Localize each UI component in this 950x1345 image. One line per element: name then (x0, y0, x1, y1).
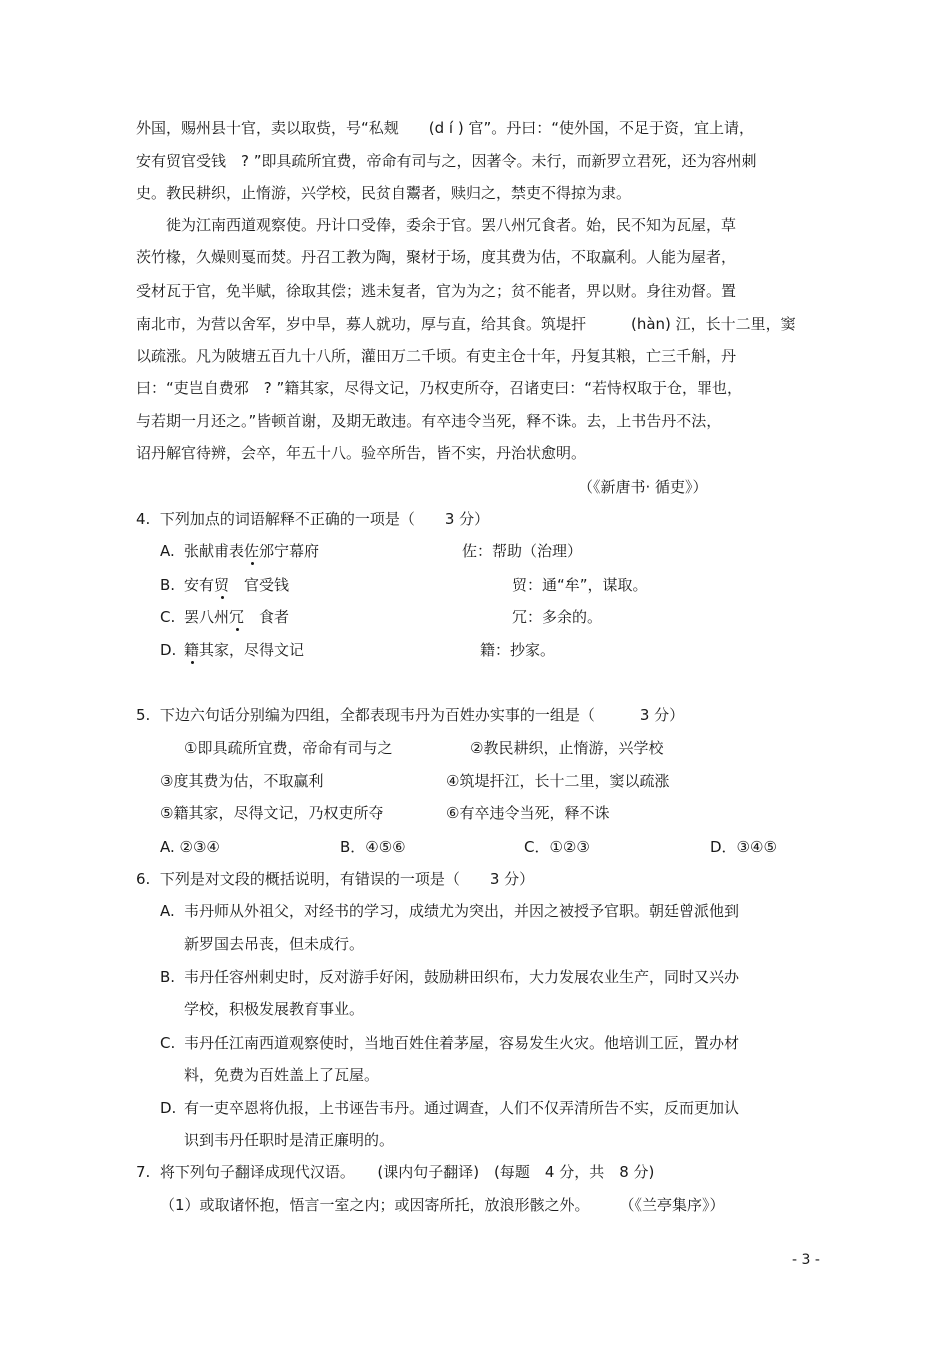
emphasis-dot-word: 冗 (229, 608, 245, 626)
q5-choice-c: C．①②③ (524, 838, 590, 856)
q4-option-a-explanation: 佐：帮助（治理） (462, 542, 583, 560)
question-7-stem: 7. 将下列句子翻译成现代汉语。 (课内句子翻译) (每题 4 分，共 8 分) (136, 1163, 655, 1181)
passage-line: 安有贸官受钱 ? ”即具疏所宜费，帝命有司与之，因著令。未行，而新罗立君死，还为容州刺 (136, 152, 757, 170)
q5-item: ⑥有卒违令当死，释不诛 (446, 804, 610, 822)
q4-option-a-text: 张献甫表佐邠宁幕府 (184, 542, 320, 560)
passage-line: 徙为江南西道观察使。丹计口受俸，委余于官。罢八州冗食者。始，民不知为瓦屋，草 (136, 216, 737, 234)
q4-option-d-explanation: 籍：抄家。 (480, 641, 556, 659)
question-4-stem: 4. 下列加点的词语解释不正确的一项是（ 3 分） (136, 510, 490, 528)
q6-option-a-line2: 新罗国去吊丧，但未成行。 (184, 935, 365, 953)
passage-line: 与若期一月还之。”皆顿首谢，及期无敢违。有卒违令当死，释不诛。去，上书告丹不法， (136, 412, 722, 430)
q6-option-d-line1: 有一吏卒恩将仇报，上书诬告韦丹。通过调查，人们不仅弄清所告不实，反而更加认 (184, 1099, 740, 1117)
q4-option-b-text: 安有贸 官受钱 (184, 576, 290, 594)
q5-choice-b: B．④⑤⑥ (340, 838, 406, 856)
passage-line: 诏丹解官待辨，会卒，年五十八。验卒所告，皆不实，丹治状愈明。 (136, 444, 587, 462)
q4-option-d-label: D. (160, 641, 177, 659)
q5-choice-a: A. ②③④ (160, 838, 220, 856)
q7-item-1: （1）或取诸怀抱，悟言一室之内；或因寄所托，放浪形骸之外。 （《兰亭集序》） (160, 1196, 725, 1214)
q6-option-d-label: D. (160, 1099, 177, 1117)
passage-line: 曰：“吏岂自费邪 ? ”籍其家，尽得文记，乃权吏所夺，召诸吏曰：“若恃权取于仓，罪也， (136, 379, 743, 397)
passage-source: （《新唐书· 循吏》） (578, 478, 708, 496)
q6-option-c-line2: 料，免费为百姓盖上了瓦屋。 (184, 1066, 380, 1084)
passage-line: 茨竹椽，久燥则戛而焚。丹召工教为陶，聚材于场，度其费为估，不取赢利。人能为屋者， (136, 248, 737, 266)
passage-line: 史。教民耕织，止惰游，兴学校，民贫自鬻者，赎归之，禁吏不得掠为隶。 (136, 184, 632, 202)
q5-choice-d: D．③④⑤ (710, 838, 777, 856)
q5-item: ④筑堤扞江，长十二里，窦以疏涨 (446, 772, 670, 790)
q4-option-c-explanation: 冗：多余的。 (512, 608, 603, 626)
q6-option-a-label: A. (160, 902, 175, 920)
q4-option-d-text: 籍其家，尽得文记 (184, 641, 305, 659)
q4-option-c-text: 罢八州冗 食者 (184, 608, 290, 626)
q4-option-b-explanation: 贸：通“牟”，谋取。 (512, 576, 648, 594)
q6-option-b-label: B. (160, 968, 176, 986)
passage-line: 外国，赐州县十官，卖以取赀，号“私觌 (d í ) 官”。丹曰：“使外国，不足于资，宜上请， (136, 119, 755, 137)
q4-option-a-label: A. (160, 542, 175, 560)
q5-item: ①即具疏所宜费，帝命有司与之 (184, 739, 393, 757)
q5-item: ⑤籍其家，尽得文记，乃权吏所夺 (160, 804, 384, 822)
q4-option-c-label: C. (160, 608, 176, 626)
question-5-stem: 5. 下边六句话分别编为四组，全都表现韦丹为百姓办实事的一组是（ 3 分） (136, 706, 685, 724)
q5-item: ②教民耕织，止惰游，兴学校 (470, 739, 664, 757)
emphasis-dot-word: 籍 (184, 641, 200, 659)
passage-line: 以疏涨。凡为陂塘五百九十八所，灌田万二千顷。有吏主仓十年，丹复其粮，亡三千斛，丹 (136, 347, 737, 365)
q6-option-c-label: C. (160, 1034, 176, 1052)
emphasis-dot-word: 贸 (214, 576, 230, 594)
page-number: - 3 - (792, 1252, 820, 1268)
q4-option-b-label: B. (160, 576, 176, 594)
q6-option-b-line2: 学校，积极发展教育事业。 (184, 1000, 365, 1018)
question-6-stem: 6. 下列是对文段的概括说明，有错误的一项是（ 3 分） (136, 870, 535, 888)
q6-option-a-line1: 韦丹师从外祖父，对经书的学习，成绩尤为突出，并因之被授予官职。朝廷曾派他到 (184, 902, 740, 920)
q6-option-b-line1: 韦丹任容州刺史时，反对游手好闲，鼓励耕田织布，大力发展农业生产，同时又兴办 (184, 968, 740, 986)
q6-option-c-line1: 韦丹任江南西道观察使时，当地百姓住着茅屋，容易发生火灾。他培训工匠，置办材 (184, 1034, 740, 1052)
passage-line: 南北市，为营以舍军，岁中旱，募人就功，厚与直，给其食。筑堤扞 (hàn) 江，长十二里，窦 (136, 315, 796, 333)
passage-line: 受材瓦于官，免半赋，徐取其偿；逃未复者，官为为之；贫不能者，畀以财。身往劝督。置 (136, 282, 737, 300)
emphasis-dot-word: 佐 (244, 542, 260, 560)
q6-option-d-line2: 识到韦丹任职时是清正廉明的。 (184, 1131, 395, 1149)
q5-item: ③度其费为估，不取赢利 (160, 772, 324, 790)
